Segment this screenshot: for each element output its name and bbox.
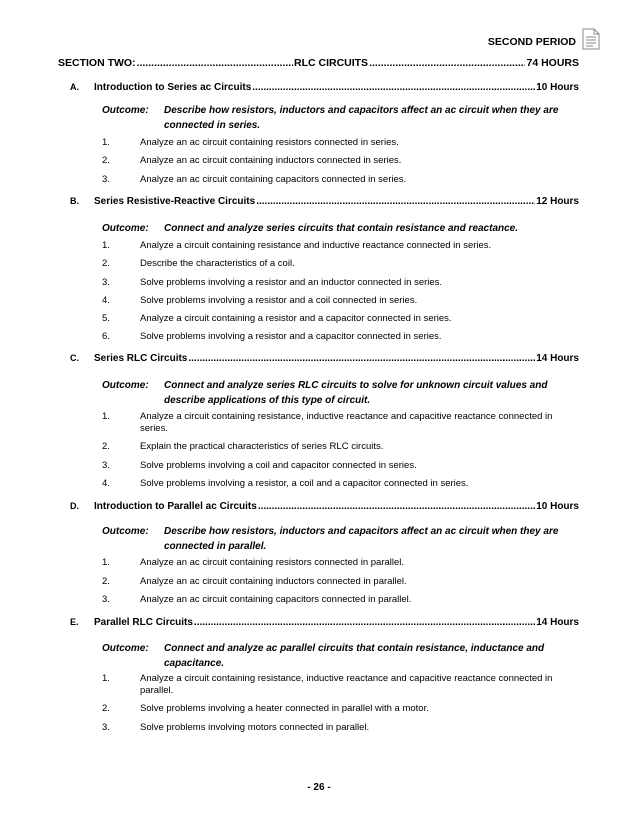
list-item: [102, 460, 582, 472]
list-item: [102, 277, 582, 289]
item-number: 1.: [102, 411, 110, 422]
outcome-text: Connect and analyze series circuits that contain resistance and reactance.: [164, 223, 519, 234]
leader-dots: [258, 501, 535, 512]
outcome-label: Outcome:: [102, 526, 149, 537]
outcome-label: Outcome:: [102, 223, 149, 234]
outcome-text: Describe how resistors, inductors and capacitors affect an ac circuit when they are connected in series.: [164, 105, 559, 131]
unit-outcome: [102, 103, 582, 133]
leader-dots: [137, 57, 293, 69]
leader-dots: [252, 82, 535, 93]
unit-letter: C.: [70, 353, 79, 363]
item-text: Analyze an ac circuit containing inductors connected in parallel.: [140, 576, 407, 587]
item-number: 4.: [102, 295, 110, 306]
item-text: Solve problems involving a resistor, a coil and a capacitor connected in series.: [140, 478, 469, 489]
unit-letter: E.: [70, 617, 79, 627]
item-number: 2.: [102, 576, 110, 587]
item-text: Describe the characteristics of a coil.: [140, 258, 295, 269]
item-number: 3.: [102, 594, 110, 605]
item-text: Solve problems involving a resistor and a capacitor connected in series.: [140, 331, 442, 342]
list-item: [102, 155, 582, 167]
unit-outcome: [102, 641, 582, 671]
list-item: [102, 331, 582, 343]
list-item: [102, 258, 582, 270]
unit-hours: 10 Hours: [536, 82, 579, 93]
section-title: RLC CIRCUITS: [293, 57, 369, 69]
item-number: 3.: [102, 174, 110, 185]
page-number: - 26 -: [307, 782, 331, 793]
item-number: 3.: [102, 460, 110, 471]
list-item: [102, 411, 582, 435]
unit-outcome: [102, 378, 582, 408]
item-text: Analyze an ac circuit containing capacitors connected in parallel.: [140, 594, 412, 605]
item-number: 1.: [102, 137, 110, 148]
leader-dots: [369, 57, 525, 69]
outcome-label: Outcome:: [102, 105, 149, 116]
item-text: Explain the practical characteristics of series RLC circuits.: [140, 441, 384, 452]
unit-heading: [70, 501, 579, 512]
item-number: 3.: [102, 722, 110, 733]
item-text: Analyze a circuit containing resistance, inductive reactance and capacitive reactance connected in parallel.: [140, 673, 553, 696]
section-hours: 74 HOURS: [526, 57, 579, 69]
item-text: Analyze an ac circuit containing capacitors connected in series.: [140, 174, 407, 185]
period-label: SECOND PERIOD: [487, 36, 576, 48]
item-number: 2.: [102, 258, 110, 269]
unit-title: Parallel RLC Circuits: [94, 617, 193, 628]
item-number: 2.: [102, 703, 110, 714]
item-text: Solve problems involving a coil and capacitor connected in series.: [140, 460, 417, 471]
unit-letter: D.: [70, 501, 79, 511]
list-item: [102, 295, 582, 307]
list-item: [102, 576, 582, 588]
leader-dots: [256, 196, 535, 207]
list-item: [102, 240, 582, 252]
outcome-text: Describe how resistors, inductors and capacitors affect an ac circuit when they are connected in parallel.: [164, 526, 559, 552]
item-text: Analyze an ac circuit containing resistors connected in parallel.: [140, 557, 405, 568]
list-item: [102, 137, 582, 149]
unit-letter: B.: [70, 196, 79, 206]
item-number: 1.: [102, 557, 110, 568]
unit-heading: [70, 82, 579, 93]
outcome-label: Outcome:: [102, 643, 149, 654]
unit-title: Introduction to Parallel ac Circuits: [94, 501, 257, 512]
unit-hours: 10 Hours: [536, 501, 579, 512]
list-item: [102, 174, 582, 186]
list-item: [102, 673, 582, 697]
item-text: Analyze an ac circuit containing resistors connected in series.: [140, 137, 399, 148]
item-text: Analyze a circuit containing resistance and inductive reactance connected in series.: [140, 240, 492, 251]
item-text: Solve problems involving a resistor and an inductor connected in series.: [140, 277, 443, 288]
document-icon: [582, 28, 600, 50]
unit-outcome: [102, 221, 582, 236]
item-number: 4.: [102, 478, 110, 489]
unit-outcome: [102, 524, 582, 554]
list-item: [102, 313, 582, 325]
item-text: Solve problems involving motors connected in parallel.: [140, 722, 370, 733]
outcome-text: Connect and analyze ac parallel circuits that contain resistance, inductance and capacitance.: [164, 643, 545, 669]
unit-hours: 14 Hours: [536, 617, 579, 628]
section-label: SECTION TWO:: [58, 57, 136, 69]
unit-title: Introduction to Series ac Circuits: [94, 82, 252, 93]
list-item: [102, 722, 582, 734]
leader-dots: [194, 617, 535, 628]
list-item: [102, 703, 582, 715]
item-number: 6.: [102, 331, 110, 342]
item-text: Solve problems involving a heater connected in parallel with a motor.: [140, 703, 429, 714]
item-text: Solve problems involving a resistor and a coil connected in series.: [140, 295, 418, 306]
list-item: [102, 441, 582, 453]
item-text: Analyze an ac circuit containing inductors connected in series.: [140, 155, 402, 166]
unit-heading: [70, 353, 579, 364]
item-number: 5.: [102, 313, 110, 324]
unit-heading: [70, 196, 579, 207]
list-item: [102, 478, 582, 490]
unit-title: Series RLC Circuits: [94, 353, 188, 364]
outcome-text: Connect and analyze series RLC circuits to solve for unknown circuit values and describe applications of this type of circuit.: [164, 380, 548, 406]
item-text: Analyze a circuit containing a resistor and a capacitor connected in series.: [140, 313, 452, 324]
outcome-label: Outcome:: [102, 380, 149, 391]
item-number: 2.: [102, 155, 110, 166]
unit-letter: A.: [70, 82, 79, 92]
section-heading: [58, 57, 579, 69]
item-number: 2.: [102, 441, 110, 452]
unit-hours: 14 Hours: [536, 353, 579, 364]
item-text: Analyze a circuit containing resistance, inductive reactance and capacitive reactance connected in series.: [140, 411, 553, 434]
item-number: 1.: [102, 240, 110, 251]
leader-dots: [188, 353, 535, 364]
list-item: [102, 557, 582, 569]
unit-heading: [70, 617, 579, 628]
unit-title: Series Resistive-Reactive Circuits: [94, 196, 256, 207]
list-item: [102, 594, 582, 606]
unit-hours: 12 Hours: [536, 196, 579, 207]
item-number: 3.: [102, 277, 110, 288]
item-number: 1.: [102, 673, 110, 684]
